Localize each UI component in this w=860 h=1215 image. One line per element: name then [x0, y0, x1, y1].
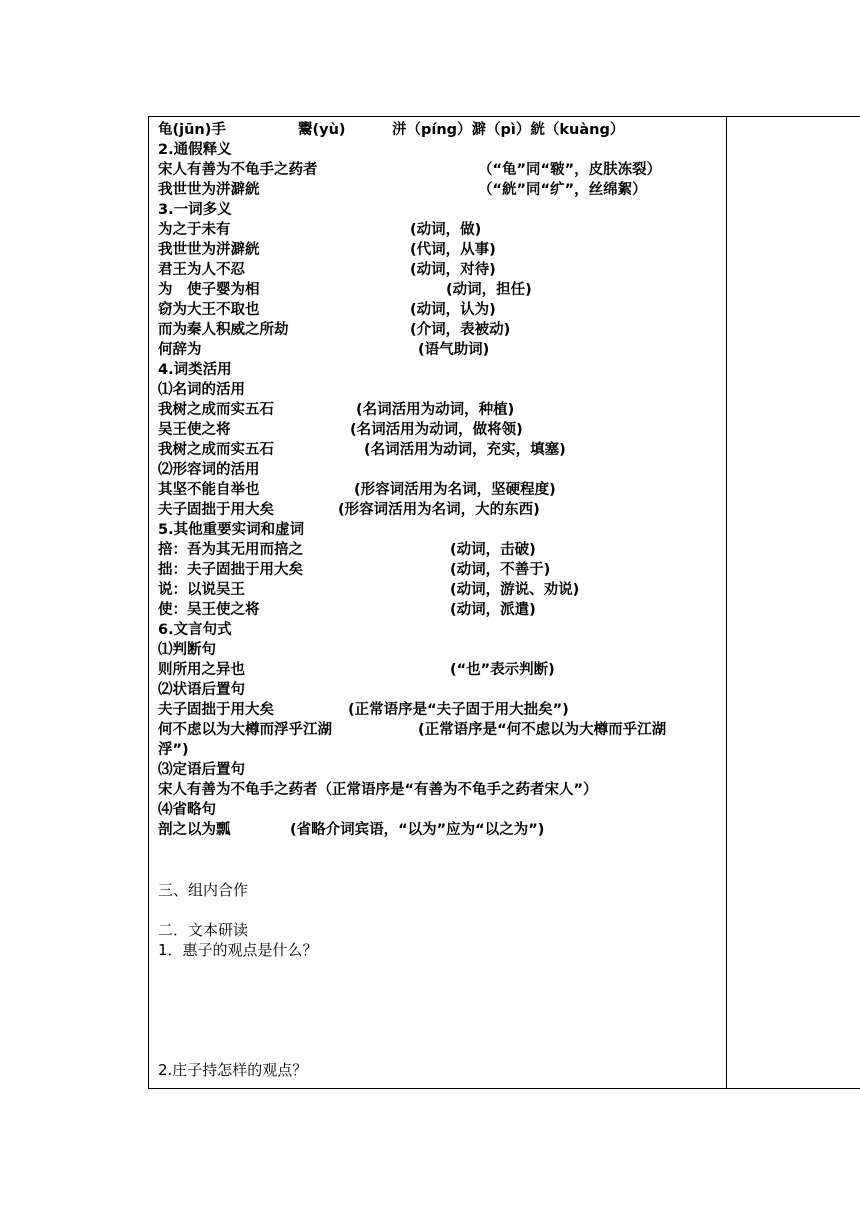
sub-heading: ⑴名词的活用	[158, 382, 245, 398]
entry-row: 何辞为 (语气助词)	[158, 342, 490, 358]
entry-row: 使：吴王使之将 (动词，派遣)	[158, 602, 536, 618]
entry-row-continued: 浮”)	[158, 742, 189, 758]
sub-heading: ⑵形容词的活用	[158, 462, 260, 478]
part-heading-cooperation: 三、组内合作	[158, 881, 249, 899]
section-heading: 3.一词多义	[158, 202, 232, 218]
entry-row: 为 使子婴为相 (动词，担任)	[158, 282, 532, 298]
entry-row: 我世世为洴澼絖 (代词，从事)	[158, 242, 496, 258]
document-body	[158, 120, 724, 1080]
entry-row: 则所用之异也 (“也”表示判断)	[158, 662, 555, 678]
entry-row: 我树之成而实五石 (名词活用为动词，种植)	[158, 402, 515, 418]
sub-heading: ⑶定语后置句	[158, 762, 245, 778]
part-heading-text-study: 二．文本研读	[158, 921, 249, 939]
section-heading: 6.文言句式	[158, 622, 232, 638]
entry-row: 我世世为洴澼絖 （“絖”同“纩”，丝绵絮）	[158, 182, 647, 198]
entry-row: 窃为大王不取也 (动词，认为)	[158, 302, 496, 318]
entry-row: 拙：夫子固拙于用大矣 (动词，不善于)	[158, 562, 551, 578]
sub-heading: ⑵状语后置句	[158, 682, 245, 698]
pinyin-a: 龟(jūn)手	[158, 122, 226, 138]
question-1: 1．惠子的观点是什么？	[158, 941, 318, 959]
entry-row: 说：以说吴王 (动词，游说、劝说)	[158, 582, 580, 598]
entry-row: 其坚不能自举也 (形容词活用为名词，坚硬程度)	[158, 482, 556, 498]
entry-row: 掊：吾为其无用而掊之 (动词，击破)	[158, 542, 536, 558]
question-2: 2.庄子持怎样的观点？	[158, 1061, 308, 1079]
section-heading: 2.通假释义	[158, 142, 232, 158]
section-heading: 4.词类活用	[158, 362, 232, 378]
entry-row: 君王为人不忍 (动词，对待)	[158, 262, 496, 278]
entry-row: 我树之成而实五石 (名词活用为动词，充实，填塞)	[158, 442, 566, 458]
pinyin-b: 鬻(yù)	[298, 122, 346, 138]
entry-row: 而为秦人积威之所劫 (介词，表被动)	[158, 322, 511, 338]
entry-row: 夫子固拙于用大矣 (形容词活用为名词，大的东西)	[158, 502, 540, 518]
entry-row: 宋人有善为不龟手之药者（正常语序是“有善为不龟手之药者宋人”）	[158, 782, 598, 798]
entry-row: 宋人有善为不龟手之药者 （“龟”同“皲”，皮肤冻裂）	[158, 162, 662, 178]
column-divider	[726, 116, 727, 1089]
entry-row: 何不虑以为大樽而浮乎江湖 (正常语序是“何不虑以为大樽而乎江湖	[158, 722, 667, 738]
pinyin-c: 洴（píng）澼（pì）絖（kuàng）	[392, 122, 625, 138]
sub-heading: ⑷省略句	[158, 802, 216, 818]
entry-row: 为之于未有 (动词，做)	[158, 222, 482, 238]
pinyin-line	[158, 120, 724, 140]
entry-row: 夫子固拙于用大矣 (正常语序是“夫子固于用大拙矣”)	[158, 702, 569, 718]
entry-row: 剖之以为瓢 (省略介词宾语，“以为”应为“以之为”)	[158, 822, 545, 838]
sub-heading: ⑴判断句	[158, 642, 216, 658]
entry-row: 吴王使之将 (名词活用为动词，做将领)	[158, 422, 523, 438]
section-heading: 5.其他重要实词和虚词	[158, 522, 305, 538]
